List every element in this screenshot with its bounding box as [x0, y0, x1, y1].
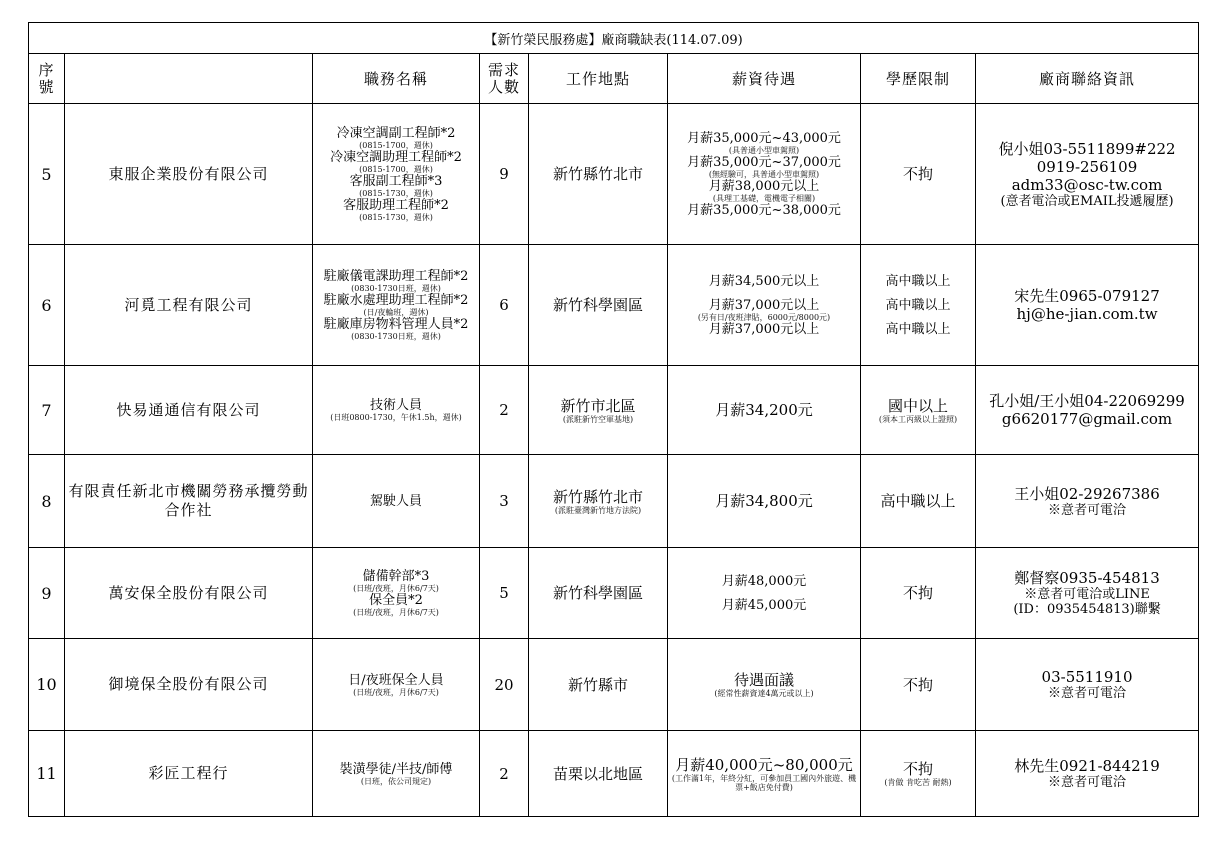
salary-text: 月薪37,000元以上 [708, 321, 820, 337]
work-location [529, 731, 668, 817]
job-note: (0815-1730，週休) [359, 189, 433, 198]
header-education: 學歷限制 [861, 54, 976, 104]
location-text: 新竹市北區 [560, 396, 636, 415]
education [861, 731, 976, 817]
table-row [29, 366, 1199, 455]
job-titles [313, 455, 480, 548]
contact-line: g6620177@gmail.com [1001, 410, 1173, 428]
header-company [65, 54, 313, 104]
location-text: 苗栗以北地區 [552, 764, 643, 783]
contact-info [976, 639, 1199, 731]
education-text: 不拘 [902, 760, 933, 778]
work-location [529, 639, 668, 731]
work-location [529, 245, 668, 366]
job-title: 駐廠水處理助理工程師*2 [323, 293, 469, 308]
education-note: (肯做 肯吃苦 耐熱) [884, 778, 952, 787]
work-location [529, 366, 668, 455]
contact-line: ※意者可電洽 [1048, 775, 1127, 790]
location-text: 新竹科學園區 [552, 584, 643, 602]
work-location [529, 455, 668, 548]
header-location: 工作地點 [529, 54, 668, 104]
contact-info [976, 455, 1199, 548]
contact-info [976, 104, 1199, 245]
education [861, 548, 976, 639]
salary [668, 548, 861, 639]
required-count: 20 [480, 639, 529, 731]
contact-line: 鄭督察0935-454813 [1014, 569, 1160, 587]
contact-line: hj@he-jian.com.tw [1016, 305, 1158, 323]
job-note: (0815-1730，週休) [359, 213, 433, 222]
required-count: 9 [480, 104, 529, 245]
salary-text: 月薪34,500元以上 [708, 273, 820, 289]
header-row [29, 54, 1199, 104]
required-count: 5 [480, 548, 529, 639]
row-index: 8 [29, 455, 65, 548]
contact-line: 王小姐02-29267386 [1014, 484, 1160, 503]
job-title: 駕駛人員 [369, 493, 422, 509]
job-note: (日班/夜班，月休6/7天) [353, 584, 439, 593]
education [861, 639, 976, 731]
education-text: 不拘 [902, 584, 933, 602]
contact-line: ※意者可電洽 [1048, 502, 1127, 518]
table-row [29, 245, 1199, 366]
salary [668, 455, 861, 548]
job-titles [313, 731, 480, 817]
salary-note: (具理工基礎，電機電子相關) [712, 193, 816, 203]
education [861, 455, 976, 548]
job-titles [313, 104, 480, 245]
required-count: 3 [480, 455, 529, 548]
salary [668, 639, 861, 731]
row-index: 5 [29, 104, 65, 245]
contact-info [976, 245, 1199, 366]
row-index: 6 [29, 245, 65, 366]
location-text: 新竹縣竹北市 [552, 487, 643, 506]
salary-text: 月薪37,000元以上 [708, 297, 820, 313]
education [861, 366, 976, 455]
contact-line: ※意者可電洽 [1048, 686, 1127, 701]
education-text: 高中職以上 [885, 321, 951, 337]
salary-text: 月薪35,000元~37,000元 [687, 154, 841, 170]
work-location [529, 548, 668, 639]
salary-note: (具普通小型車駕照) [728, 145, 800, 155]
required-count: 2 [480, 731, 529, 817]
education-text: 高中職以上 [885, 273, 951, 289]
education-note: (須本工丙級以上證照) [878, 414, 958, 424]
required-count: 6 [480, 245, 529, 366]
job-title: 駐廠儀電課助理工程師*2 [323, 269, 469, 284]
contact-line: ※意者可電洽或LINE [1024, 587, 1150, 602]
salary-text: 月薪38,000元以上 [708, 178, 820, 194]
job-titles [313, 366, 480, 455]
job-note: (日/夜輪班，週休) [363, 308, 429, 317]
education-text: 不拘 [902, 165, 933, 183]
contact-line: 宋先生0965-079127 [1014, 287, 1160, 305]
contact-line: adm33@osc-tw.com [1011, 175, 1163, 194]
contact-info [976, 731, 1199, 817]
header-job: 職務名稱 [313, 54, 480, 104]
table-row [29, 455, 1199, 548]
salary-note: (工作滿1年，年終分紅，可參加員工國內外旅遊、機票+飯店免付費) [671, 773, 857, 792]
contact-info [976, 548, 1199, 639]
education [861, 245, 976, 366]
location-note: (派駐臺灣新竹地方法院) [554, 505, 642, 515]
job-title: 儲備幹部*3 [362, 569, 430, 584]
salary-text: 月薪40,000元~80,000元 [675, 755, 853, 774]
job-title: 客服副工程師*3 [349, 174, 443, 189]
job-note: (0815-1700，週休) [359, 165, 433, 174]
job-note: (日班0800-1730，午休1.5h，週休) [330, 413, 462, 422]
job-title: 裝潢學徒/半技/師傅 [339, 761, 453, 777]
table-row [29, 548, 1199, 639]
salary-text: 月薪35,000元~38,000元 [687, 202, 841, 218]
contact-line: (意者電洽或EMAIL投遞履歷) [1000, 193, 1174, 209]
salary-text: 月薪35,000元~43,000元 [687, 130, 841, 146]
salary-text: 月薪48,000元 [721, 573, 807, 589]
header-index: 序號 [29, 54, 65, 104]
job-note: (0830-1730日班，週休) [351, 284, 441, 293]
job-title: 客服助理工程師*2 [343, 198, 449, 213]
location-text: 新竹縣市 [567, 675, 628, 694]
education-text: 不拘 [902, 675, 933, 694]
contact-line: 林先生0921-844219 [1014, 757, 1160, 775]
education-text: 國中以上 [887, 396, 948, 415]
company-name: 御境保全股份有限公司 [65, 639, 313, 731]
location-text: 新竹科學園區 [552, 296, 643, 314]
header-count: 需求人數 [480, 54, 529, 104]
job-note: (0830-1730日班，週休) [351, 332, 441, 341]
row-index: 10 [29, 639, 65, 731]
contact-line: 孔小姐/王小姐04-22069299 [989, 392, 1185, 410]
job-note: (日班/夜班，月休6/7天) [353, 608, 439, 617]
education [861, 104, 976, 245]
job-note: (日班/夜班，月休6/7天) [353, 687, 439, 697]
job-title: 冷凍空調副工程師*2 [336, 126, 456, 141]
job-title: 保全員*2 [369, 593, 423, 608]
row-index: 9 [29, 548, 65, 639]
location-note: (派駐新竹空軍基地) [562, 414, 634, 424]
job-title: 技術人員 [369, 398, 422, 413]
table-row [29, 639, 1199, 731]
table-row [29, 104, 1199, 245]
contact-line: 0919-256109 [1036, 157, 1138, 176]
salary [668, 245, 861, 366]
salary-text: 月薪34,800元 [715, 492, 813, 510]
table-title: 【新竹榮民服務處】廠商職缺表(114.07.09) [29, 23, 1199, 54]
salary-note: (經常性薪資達4萬元或以上) [714, 689, 814, 698]
required-count: 2 [480, 366, 529, 455]
salary-text: 月薪34,200元 [715, 401, 813, 419]
company-name: 快易通通信有限公司 [65, 366, 313, 455]
salary-note: (另有日/夜班津貼，6000元/8000元) [697, 312, 831, 322]
education-text: 高中職以上 [885, 297, 951, 313]
contact-line: 倪小姐03-5511899#222 [998, 139, 1176, 158]
row-index: 11 [29, 731, 65, 817]
salary-note: (無經驗可，具普通小型車駕照) [708, 169, 820, 179]
company-name: 東服企業股份有限公司 [65, 104, 313, 245]
row-index: 7 [29, 366, 65, 455]
table-row [29, 731, 1199, 817]
salary [668, 366, 861, 455]
work-location [529, 104, 668, 245]
job-title: 日/夜班保全人員 [348, 672, 444, 688]
salary-text: 待遇面議 [733, 671, 794, 689]
salary [668, 104, 861, 245]
job-title: 冷凍空調助理工程師*2 [330, 150, 462, 165]
job-title: 駐廠庫房物料管理人員*2 [323, 317, 469, 332]
salary-text: 月薪45,000元 [721, 597, 807, 613]
location-text: 新竹縣竹北市 [552, 165, 643, 183]
job-note: (0815-1700，週休) [359, 141, 433, 150]
job-vacancy-table [28, 22, 1199, 817]
contact-line: (ID：0935454813)聯繫 [1013, 602, 1161, 617]
company-name: 萬安保全股份有限公司 [65, 548, 313, 639]
header-salary: 薪資待遇 [668, 54, 861, 104]
contact-line: 03-5511910 [1041, 668, 1133, 686]
company-name: 彩匠工程行 [65, 731, 313, 817]
header-contact: 廠商聯絡資訊 [976, 54, 1199, 104]
job-titles [313, 548, 480, 639]
job-titles [313, 245, 480, 366]
job-titles [313, 639, 480, 731]
company-name: 有限責任新北市機關勞務承攬勞動合作社 [65, 455, 313, 548]
contact-info [976, 366, 1199, 455]
salary [668, 731, 861, 817]
company-name: 河覓工程有限公司 [65, 245, 313, 366]
job-note: (日班，依公司規定) [360, 776, 432, 786]
education-text: 高中職以上 [880, 492, 956, 510]
